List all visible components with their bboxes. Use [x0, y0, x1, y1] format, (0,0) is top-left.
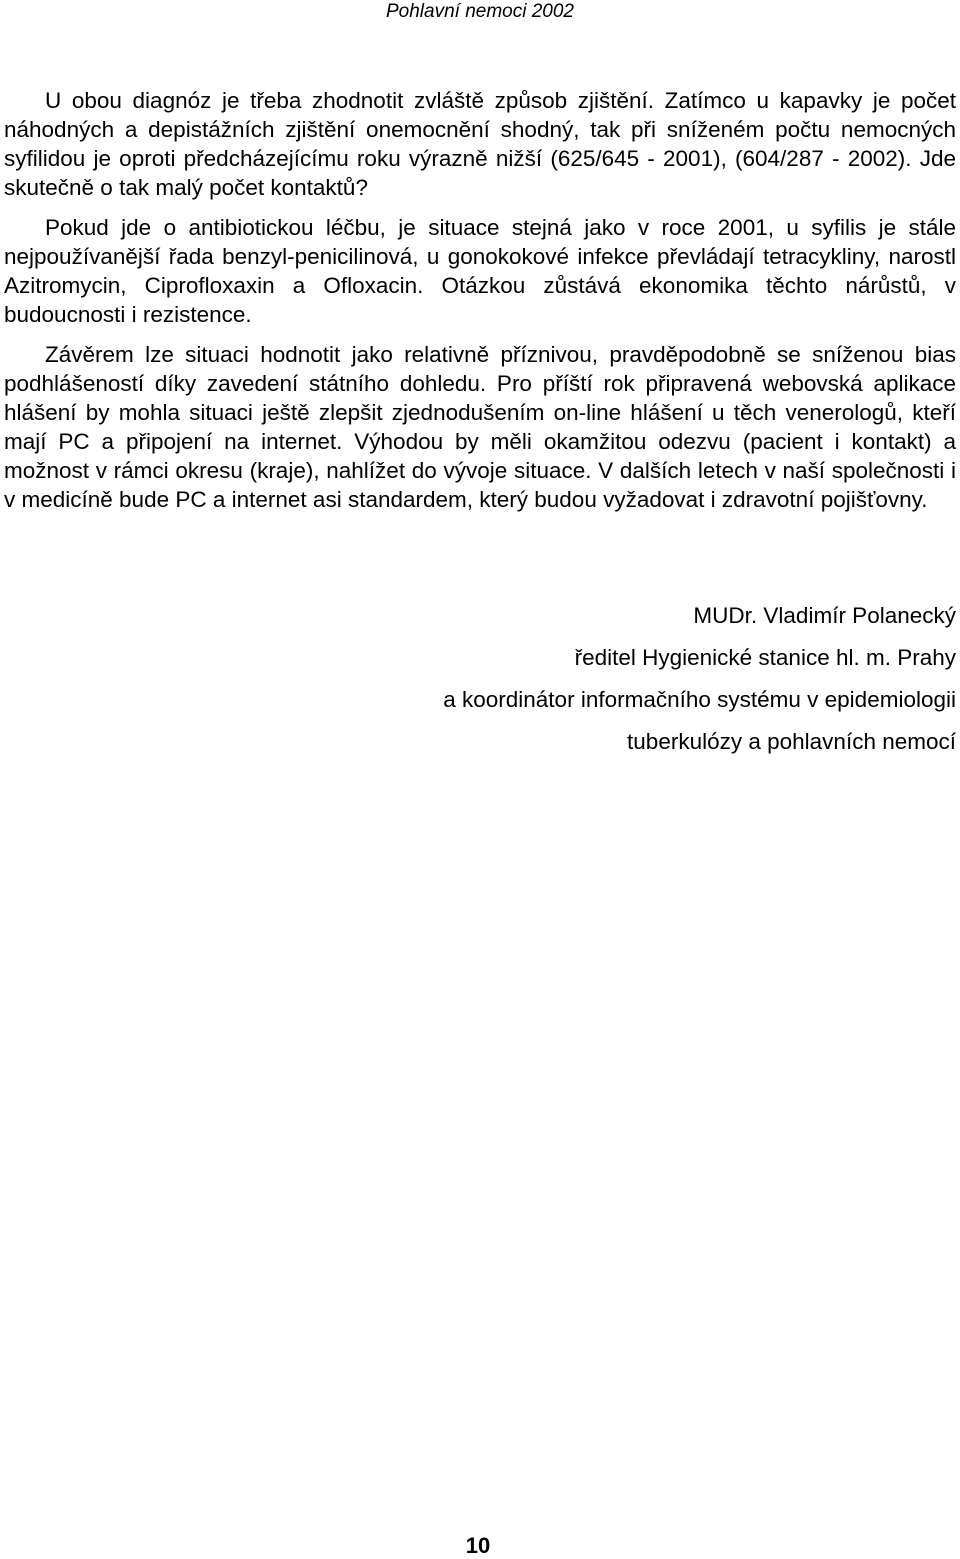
signature-block	[443, 601, 956, 769]
running-header: Pohlavní nemoci 2002	[385, 1, 574, 22]
signature-role-3: tuberkulózy a pohlavních nemocí	[627, 729, 956, 754]
paragraph-conclusion: Závěrem lze situaci hodnotit jako relativně příznivou, pravděpodobně se sníženou bias podhlášeností díky zavedení státního dohledu. Pro příští rok připravená webovská aplikace hlášení by mohla situaci ještě zlepšit zjednodušením on-line hlášení u těch venerologů, kteří mají PC a připojení na internet. Výhodou by měli okamžitou odezvu (pacient i kontakt) a možnost v rámci okresu (kraje), nahlížet do vývoje situace. V dalších letech v naší společnosti i v medicíně bude PC a internet asi standardem, který budou vyžadovat i zdravotní pojišťovny.	[4, 342, 956, 512]
signature-role-2: a koordinátor informačního systému v epidemiologii	[443, 687, 956, 712]
paragraph-antibiotics: Pokud jde o antibiotickou léčbu, je situace stejná jako v roce 2001, u syfilis je stále nejpoužívanější řada benzyl-penicilinová, u gonokokové infekce převládají tetracykliny, narostl Azitromycin, Ciprofloxaxin a Ofloxacin. Otázkou zůstává ekonomika těchto nárůstů, v budoucnosti i rezistence.	[4, 215, 956, 327]
paragraph-diagnosis: U obou diagnóz je třeba zhodnotit zvláště způsob zjištění. Zatímco u kapavky je počet náhodných a depistážních zjištění onemocnění shodný, tak při sníženém počtu nemocných syfilidou je oproti předcházejícímu roku výrazně nižší (625/645 - 2001), (604/287 - 2002). Jde skutečně o tak malý počet kontaktů?	[4, 88, 956, 200]
signature-name: MUDr. Vladimír Polanecký	[693, 603, 956, 628]
signature-role: ředitel Hygienické stanice hl. m. Prahy	[574, 645, 956, 670]
document-body	[4, 86, 956, 514]
page-number: 10	[465, 1533, 491, 1558]
